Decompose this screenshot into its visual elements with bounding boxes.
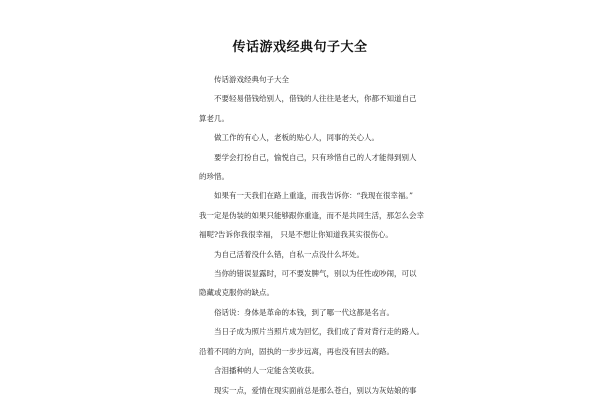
text-line: 含泪播种的人一定能含笑收获。 [214, 366, 319, 376]
text-line: 的珍惜。 [199, 172, 229, 182]
text-line: 为自己活着没什么错，自私一点没什么坏处。 [214, 249, 364, 259]
paragraph [199, 89, 417, 128]
paragraph [199, 186, 424, 244]
document-title: 传话游戏经典句子大全 [232, 40, 368, 55]
text-line: 现实一点，爱情在现实面前总是那么苍白，别以为灰姑娘的事 [214, 385, 417, 395]
text-line: 沿着不同的方向，固执的一步步远离，再也没有回去的路。 [199, 346, 394, 356]
text-line: 算老几。 [199, 113, 229, 123]
paragraph [199, 245, 409, 264]
paragraph [199, 381, 417, 400]
text-line: 传话游戏经典句子大全 [214, 75, 289, 84]
text-line: 福呢?告诉你我很幸福， 只是不想让你知道我其实很伤心。 [199, 230, 393, 240]
text-line: 做工作的有心人，老板的贴心人，同事的关心人。 [214, 133, 379, 143]
document-body [199, 70, 424, 400]
text-line: 当你的错误显露时，可不要发脾气，别以为任性或吵闹，可以 [214, 269, 417, 279]
text-line: 我一定是伪装的如果只能够跟你重逢，而不是共同生活，那怎么会幸 [199, 210, 424, 220]
text-line: 不要轻易借钱给别人，借钱的人往往是老大，你都不知道自己 [214, 94, 417, 104]
text-line: 要学会打扮自己，愉悦自己，只有珍惜自己的人才能得到别人 [214, 152, 417, 162]
paragraph [199, 148, 417, 187]
text-line: 隐藏或克服你的缺点。 [199, 288, 274, 298]
paragraph [199, 303, 409, 322]
paragraph [199, 322, 424, 361]
paragraph [199, 128, 409, 147]
text-line: 如果有一天我们在路上重逢，而我告诉你：“我现在很幸福。” [214, 191, 413, 201]
text-line: 当日子成为照片当照片成为回忆，我们成了背对背行走的路人。 [214, 327, 424, 337]
paragraph [199, 264, 417, 303]
paragraph [199, 361, 409, 380]
paragraph [199, 70, 409, 89]
text-line: 俗话说：身体是革命的本钱，到了哪一代这都是名言。 [214, 307, 394, 317]
